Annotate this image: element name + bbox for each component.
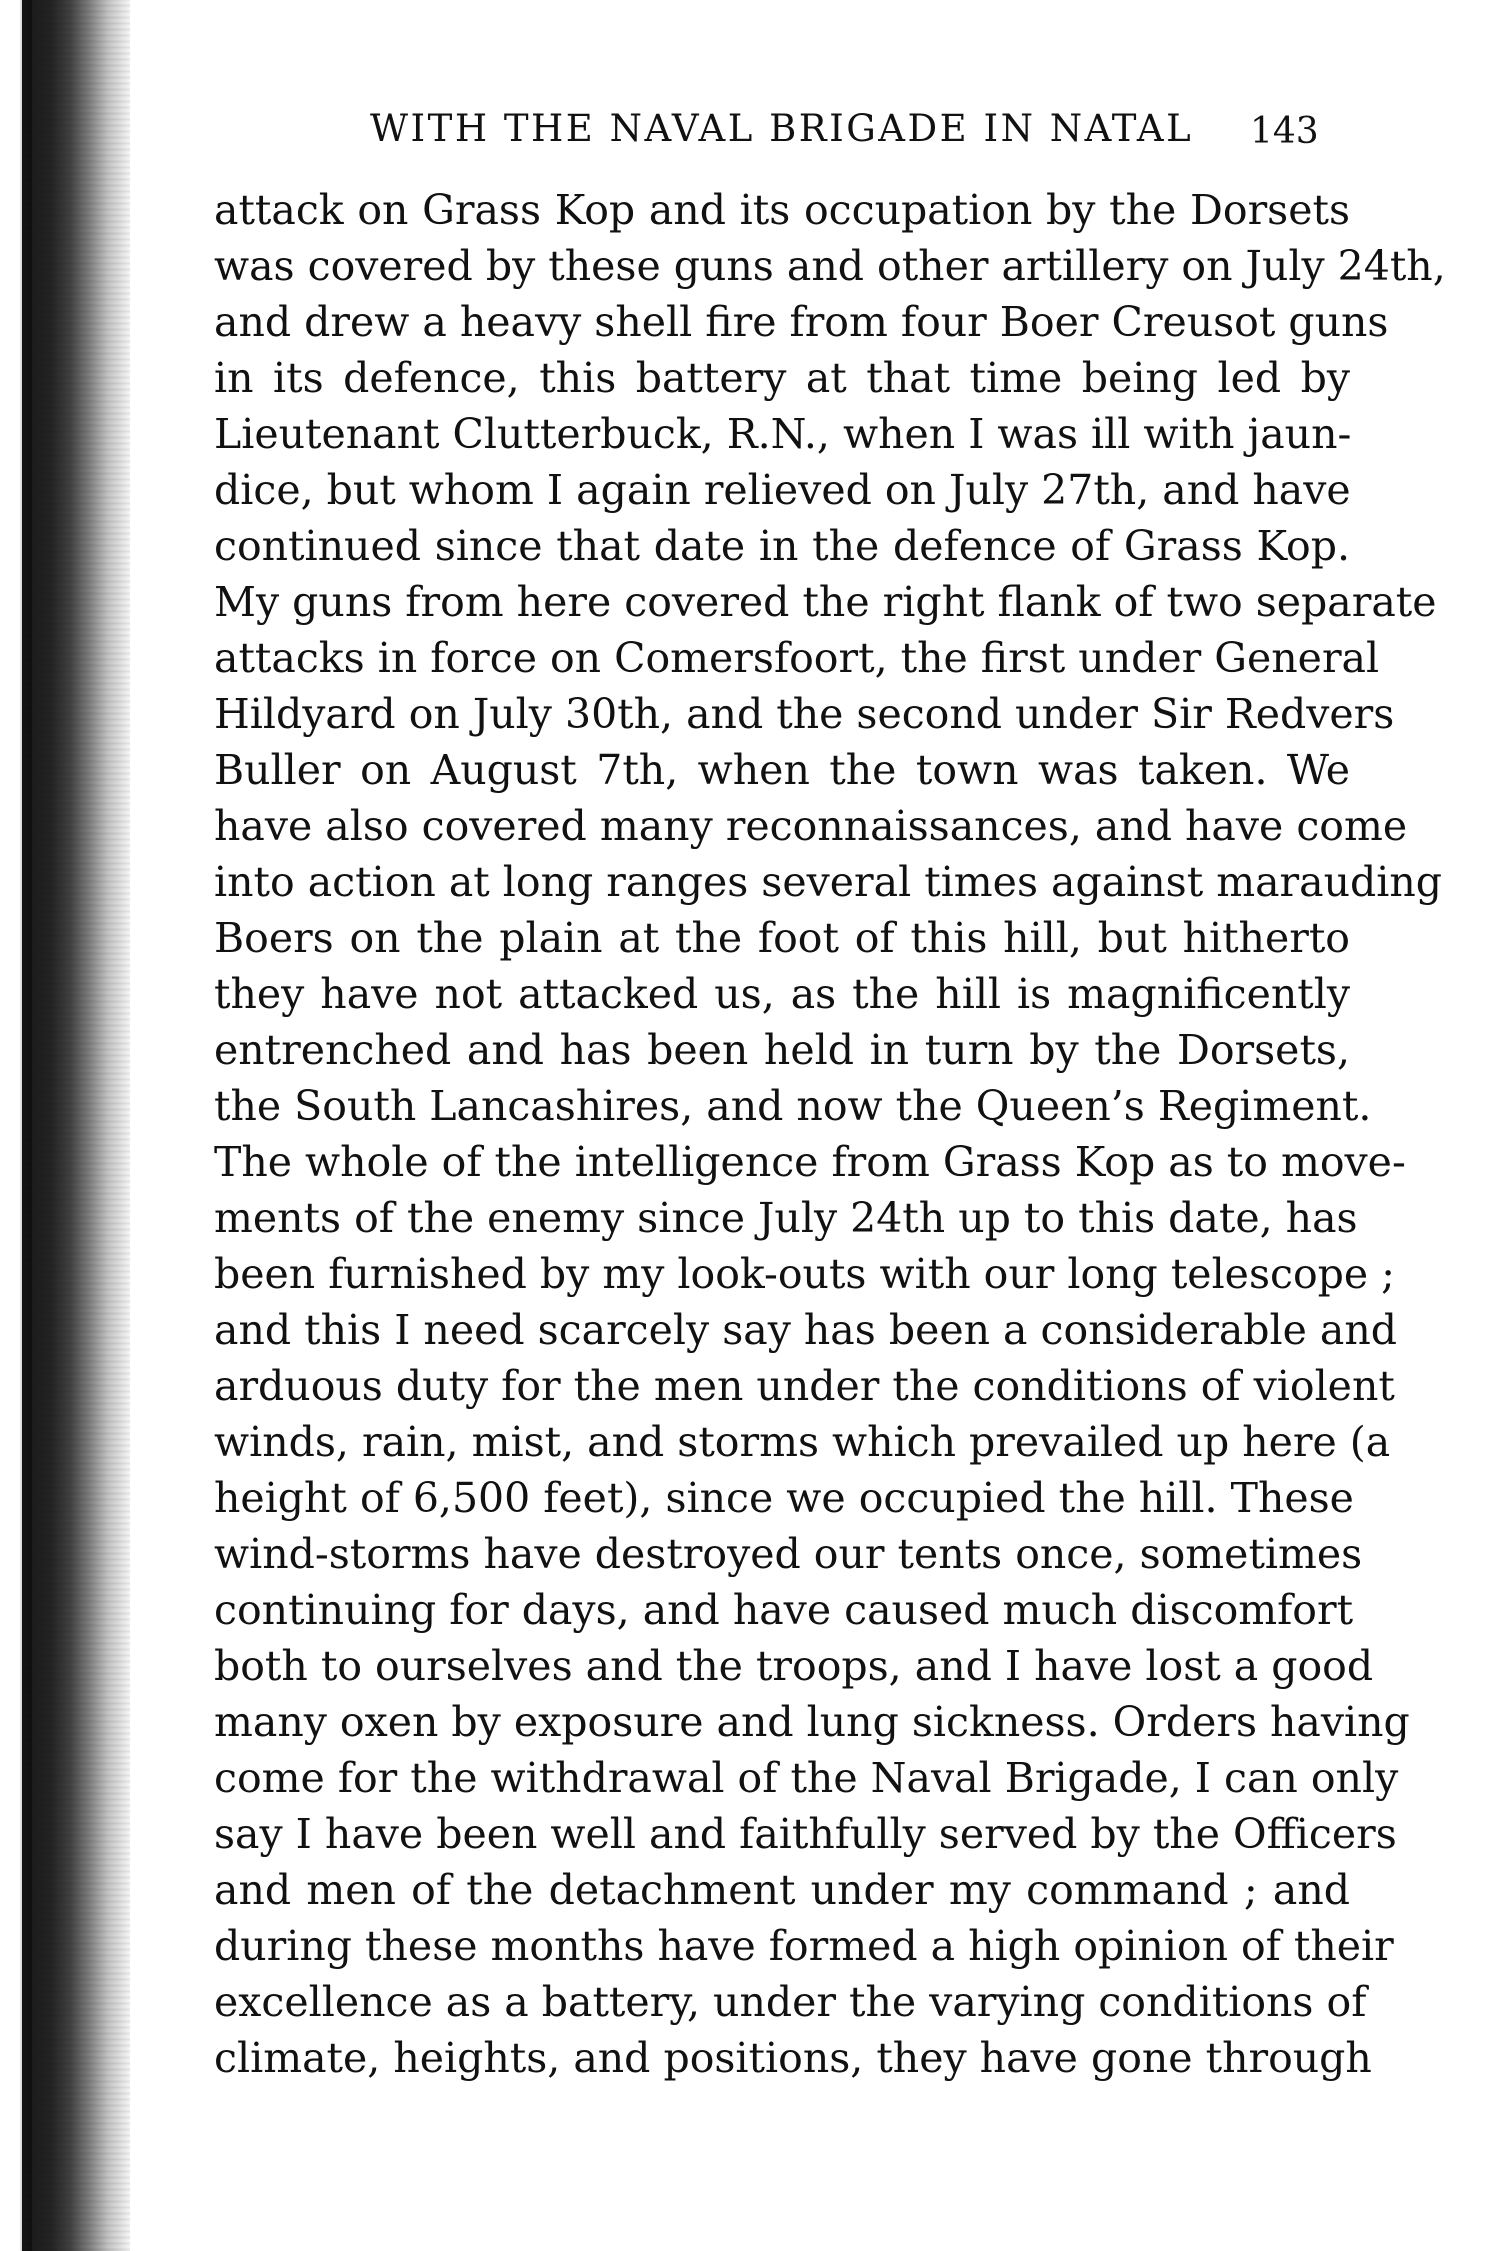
text-line: dice, but whom I again relieved on July 27th, and have [214, 466, 1351, 514]
running-head-title: WITH THE NAVAL BRIGADE IN NATAL [370, 107, 1194, 150]
text-line: excellence as a battery, under the varying conditions of [214, 1978, 1367, 2026]
text-line: many oxen by exposure and lung sickness. Orders having [214, 1698, 1410, 1746]
text-line: Boers on the plain at the foot of this hill, but hitherto [214, 914, 1350, 962]
text-line: attacks in force on Comersfoort, the first under General [214, 634, 1380, 682]
text-line: in its defence, this battery at that time being led by [214, 354, 1350, 402]
text-line: My guns from here covered the right flank of two separate [214, 578, 1437, 626]
text-line: The whole of the intelligence from Grass Kop as to move- [214, 1138, 1406, 1186]
text-line: they have not attacked us, as the hill is magnificently [214, 970, 1350, 1018]
page-number: 143 [1250, 111, 1319, 152]
body-text [214, 182, 1446, 2086]
text-line: Lieutenant Clutterbuck, R.N., when I was ill with jaun- [214, 410, 1352, 458]
text-line: ments of the enemy since July 24th up to this date, has [214, 1194, 1358, 1242]
text-line: come for the withdrawal of the Naval Brigade, I can only [214, 1754, 1399, 1802]
text-line: and drew a heavy shell fire from four Boer Creusot guns [214, 298, 1389, 346]
text-line: climate, heights, and positions, they have gone through [214, 2034, 1372, 2082]
text-line: have also covered many reconnaissances, and have come [214, 802, 1408, 850]
text-line: continued since that date in the defence of Grass Kop. [214, 522, 1350, 570]
text-line: and men of the detachment under my command ; and [214, 1866, 1350, 1914]
text-line: entrenched and has been held in turn by the Dorsets, [214, 1026, 1350, 1074]
text-line: and this I need scarcely say has been a considerable and [214, 1306, 1398, 1354]
text-line: attack on Grass Kop and its occupation by the Dorsets [214, 186, 1350, 234]
text-line: continuing for days, and have caused much discomfort [214, 1586, 1354, 1634]
text-line: height of 6,500 feet), since we occupied the hill. These [214, 1474, 1354, 1522]
text-line: during these months have formed a high opinion of their [214, 1922, 1394, 1970]
text-line: been furnished by my look-outs with our long telescope ; [214, 1250, 1395, 1298]
text-line: both to ourselves and the troops, and I have lost a good [214, 1642, 1374, 1690]
text-line: arduous duty for the men under the conditions of violent [214, 1362, 1395, 1410]
text-line: Hildyard on July 30th, and the second under Sir Redvers [214, 690, 1395, 738]
text-line: was covered by these guns and other artillery on July 24th, [214, 242, 1446, 290]
text-line: into action at long ranges several times against marauding [214, 858, 1442, 906]
text-line: winds, rain, mist, and storms which prevailed up here (a [214, 1418, 1391, 1466]
book-binding-shadow [22, 0, 130, 2251]
text-line: Buller on August 7th, when the town was taken. We [214, 746, 1350, 794]
text-line: say I have been well and faithfully served by the Officers [214, 1810, 1397, 1858]
text-line: wind-storms have destroyed our tents once, sometimes [214, 1530, 1363, 1578]
text-line: the South Lancashires, and now the Queen’s Regiment. [214, 1082, 1372, 1130]
